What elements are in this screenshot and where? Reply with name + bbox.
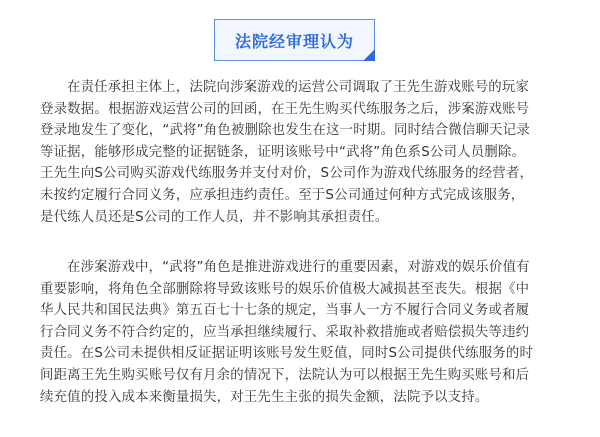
text-line: 是代练人员还是S公司的工作人员，并不影响其承担责任。 xyxy=(40,209,389,225)
text-line: 在责任承担主体上，法院向涉案游戏的运营公司调取了王先生游戏账号的玩家 xyxy=(67,80,530,95)
text-line: 等证据，能够形成完整的证据链条，证明该账号中“武将”角色系S公司人员删除。 xyxy=(40,144,526,160)
text-line: 登录地发生了变化，“武将”角色被删除也发生在这一时期。同时结合微信聊天记录 xyxy=(40,123,530,139)
text-line: 责任。在S公司未提供相反证据证明该账号发生贬值，同时S公司提供代练服务的时 xyxy=(40,346,534,362)
text-line: 在涉案游戏中，“武将”角色是推进游戏进行的重要因素，对游戏的娱乐价值有 xyxy=(67,260,530,275)
section-title: 法院经审理认为 xyxy=(234,31,354,51)
text-line: 重要影响，将角色全部删除将导致该账号的娱乐价值极大减损甚至丧失。根据《中 xyxy=(40,281,530,297)
text-line: 行合同义务不符合约定的，应当承担继续履行、采取补救措施或者赔偿损失等违约 xyxy=(40,324,530,340)
text-line: 间距离王先生购买账号仅有月余的情况下，法院认为可以根据王先生购买账号和后 xyxy=(40,367,530,383)
paragraph-2 xyxy=(40,257,580,408)
text-line: 华人民共和国民法典》第五百七十七条的规定，当事人一方不履行合同义务或者履 xyxy=(40,303,530,319)
paragraph-1 xyxy=(40,77,580,228)
section-title-box xyxy=(214,19,375,61)
text-line: 未按约定履行合同义务，应承担违约责任。至于S公司通过何种方式完成该服务， xyxy=(40,187,525,203)
title-corner-decoration xyxy=(363,49,375,61)
text-line: 登录数据。根据游戏运营公司的回函，在王先生购买代练服务之后，涉案游戏账号 xyxy=(40,101,530,117)
text-line: 王先生向S公司购买游戏代练服务并支付对价，S公司作为游戏代练服务的经营者， xyxy=(40,166,534,182)
text-line: 续充值的投入成本来衡量损失，对王先生主张的损失金额，法院予以支持。 xyxy=(40,389,489,405)
